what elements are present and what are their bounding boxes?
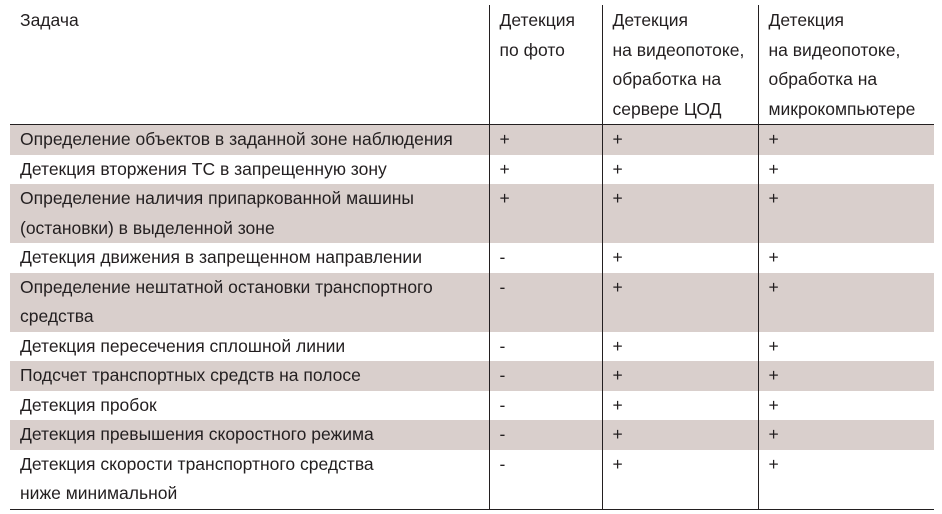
header-row <box>10 5 934 125</box>
task-cell <box>10 243 489 273</box>
server-mark: + <box>612 188 623 208</box>
photo-cell <box>489 273 602 332</box>
photo-mark: - <box>499 394 506 415</box>
photo-cell <box>489 361 602 391</box>
comparison-table-wrapper <box>10 5 934 510</box>
micro-cell <box>758 361 934 391</box>
task-cell <box>10 361 489 391</box>
table-row <box>10 361 934 391</box>
header-task-label: Задача <box>20 10 79 30</box>
micro-cell <box>758 125 934 155</box>
micro-cell <box>758 243 934 273</box>
task-cell <box>10 420 489 450</box>
server-cell <box>602 391 758 421</box>
micro-mark: + <box>768 453 779 474</box>
header-photo: Детекция по фото <box>489 5 602 125</box>
server-cell <box>602 450 758 510</box>
micro-mark: + <box>768 394 779 415</box>
header-micro: Детекция на видеопотоке, обработка на микрокомпьютере <box>758 5 934 125</box>
server-mark: + <box>612 247 623 267</box>
task-text: (остановки) в выделенной зоне <box>20 217 275 238</box>
photo-cell <box>489 243 602 273</box>
server-mark: + <box>612 276 623 297</box>
server-cell <box>602 243 758 273</box>
task-text: Подсчет транспортных средств на полосе <box>20 365 361 385</box>
server-mark: + <box>612 453 623 474</box>
table-row <box>10 391 934 421</box>
server-cell <box>602 155 758 185</box>
micro-mark: + <box>768 158 779 179</box>
task-text: Детекция превышения скоростного режима <box>20 424 374 444</box>
photo-cell <box>489 332 602 362</box>
table-row <box>10 184 934 243</box>
photo-mark: - <box>499 365 506 385</box>
table-row <box>10 332 934 362</box>
server-cell <box>602 420 758 450</box>
task-text: Детекция вторжения ТС в запрещенную зону <box>20 158 387 179</box>
task-text: Детекция движения в запрещенном направлении <box>20 247 422 267</box>
table-body <box>10 125 934 510</box>
table-row <box>10 155 934 185</box>
task-text: ниже минимальной <box>20 483 178 503</box>
table-row <box>10 273 934 332</box>
server-mark: + <box>612 424 623 444</box>
photo-mark: + <box>499 129 510 149</box>
photo-mark: + <box>499 188 510 208</box>
server-cell <box>602 184 758 243</box>
photo-mark: - <box>499 453 506 474</box>
photo-cell <box>489 184 602 243</box>
task-cell <box>10 391 489 421</box>
task-text: Определение наличия припаркованной машины <box>20 188 414 208</box>
micro-cell <box>758 184 934 243</box>
server-mark: + <box>612 394 623 415</box>
micro-cell <box>758 273 934 332</box>
task-cell <box>10 125 489 155</box>
server-mark: + <box>612 129 623 149</box>
micro-mark: + <box>768 424 779 444</box>
server-cell <box>602 125 758 155</box>
photo-mark: - <box>499 247 506 267</box>
task-text: Определение объектов в заданной зоне наблюдения <box>20 129 453 149</box>
micro-mark: + <box>768 129 779 149</box>
task-cell <box>10 155 489 185</box>
task-cell <box>10 450 489 510</box>
table-row <box>10 125 934 155</box>
micro-cell <box>758 391 934 421</box>
server-mark: + <box>612 158 623 179</box>
micro-mark: + <box>768 365 779 385</box>
micro-cell <box>758 420 934 450</box>
photo-mark: - <box>499 335 506 356</box>
micro-cell <box>758 332 934 362</box>
server-cell <box>602 273 758 332</box>
micro-mark: + <box>768 188 779 208</box>
photo-mark: - <box>499 424 506 444</box>
header-server: Детекция на видеопотоке, обработка на сервере ЦОД <box>602 5 758 125</box>
table-row <box>10 420 934 450</box>
micro-mark: + <box>768 247 779 267</box>
task-text: Определение нештатной остановки транспортного <box>20 276 433 297</box>
task-cell <box>10 184 489 243</box>
photo-cell <box>489 155 602 185</box>
photo-cell <box>489 391 602 421</box>
table-row <box>10 243 934 273</box>
micro-mark: + <box>768 335 779 356</box>
server-mark: + <box>612 335 623 356</box>
photo-mark: - <box>499 276 506 297</box>
task-text: средства <box>20 306 94 326</box>
micro-cell <box>758 450 934 510</box>
server-mark: + <box>612 365 623 385</box>
photo-cell <box>489 125 602 155</box>
detection-comparison-table <box>10 5 934 510</box>
task-text: Детекция пересечения сплошной линии <box>20 335 346 356</box>
server-cell <box>602 332 758 362</box>
micro-cell <box>758 155 934 185</box>
photo-cell <box>489 450 602 510</box>
header-task <box>10 5 489 125</box>
table-header <box>10 5 934 125</box>
photo-cell <box>489 420 602 450</box>
task-text: Детекция скорости транспортного средства <box>20 453 374 474</box>
task-cell <box>10 332 489 362</box>
task-cell <box>10 273 489 332</box>
task-text: Детекция пробок <box>20 394 157 415</box>
server-cell <box>602 361 758 391</box>
micro-mark: + <box>768 276 779 297</box>
photo-mark: + <box>499 158 510 179</box>
table-row <box>10 450 934 510</box>
